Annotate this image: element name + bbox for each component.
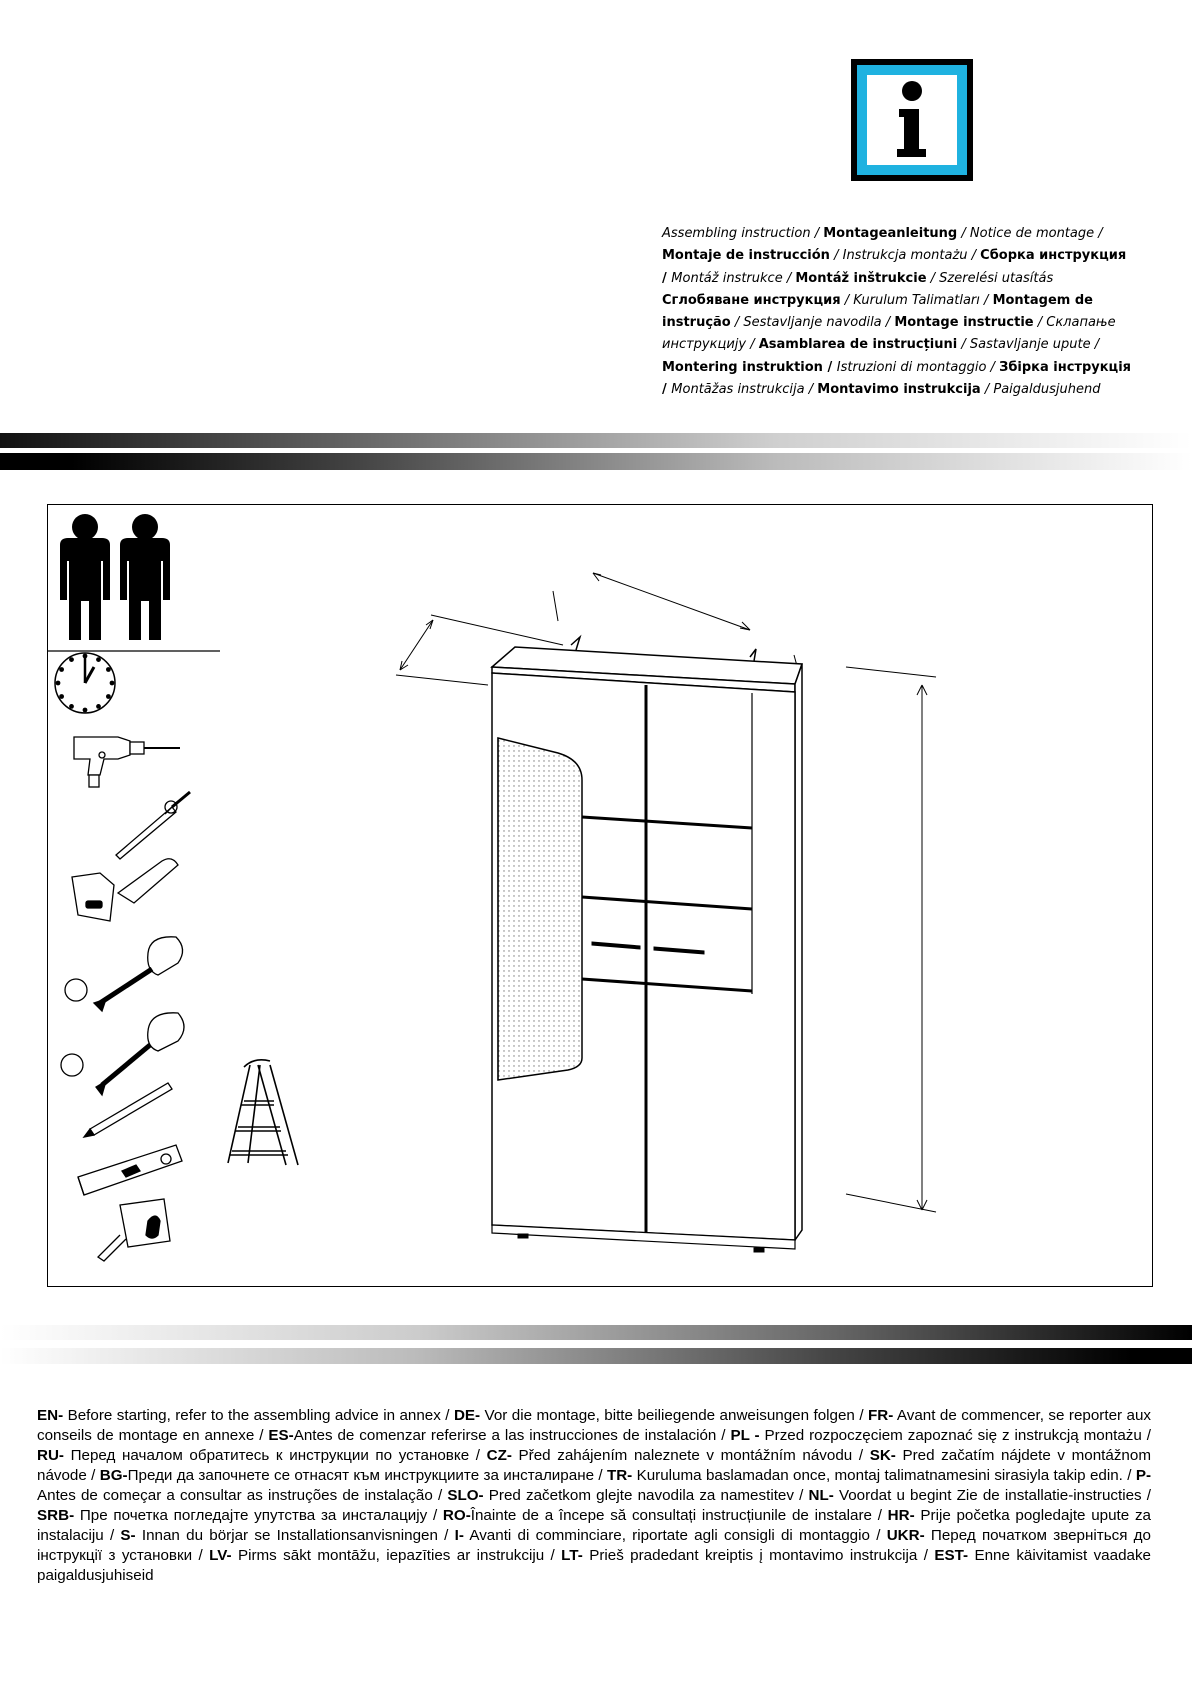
title-segment: Instrukcja montażu: [842, 248, 968, 264]
language-note-text: Pred začetkom glejte navodila za namestitev /: [483, 1487, 809, 1504]
title-segment: Assembling instruction: [662, 226, 811, 241]
title-block: [662, 223, 1132, 401]
title-segment: /: [881, 315, 895, 331]
title-segment: Montáž instrukce: [671, 270, 783, 286]
phillips-screwdriver-icon: [61, 1013, 184, 1095]
title-segment: /: [957, 337, 970, 353]
title-segment: /: [967, 248, 981, 264]
title-segment: Склапање инструкцију: [662, 315, 1116, 353]
assembly-illustration: [48, 505, 1154, 1288]
spirit-level-icon: [78, 1145, 182, 1195]
language-code: CZ-: [486, 1447, 512, 1464]
hammer-icon: [72, 859, 178, 921]
language-code: P-: [1135, 1467, 1151, 1484]
info-icon: [849, 57, 975, 183]
language-note-text: Před zahájením naleznete v montážním návodu /: [511, 1447, 870, 1464]
title-segment: /: [957, 226, 970, 241]
tape-measure-icon: [98, 1199, 170, 1261]
language-note-text: Przed rozpoczęciem zapoznać się z instrukcją montażu /: [759, 1427, 1151, 1444]
language-code: DE-: [453, 1407, 481, 1424]
stepladder-icon: [228, 1060, 298, 1165]
language-note-text: Prije početka pogledajte upute za instalaciju /: [37, 1507, 1151, 1544]
title-segment: /: [1090, 337, 1100, 353]
language-code: LT-: [561, 1547, 583, 1564]
language-code: HR-: [887, 1507, 915, 1524]
title-segment: /: [1094, 226, 1103, 241]
language-note-text: Преди да започнете се отнасят към инструкциите за инсталиране /: [127, 1467, 607, 1484]
title-segment: Montavimo instrukcija: [817, 382, 981, 398]
language-code: BG-: [99, 1467, 128, 1484]
language-note-text: Перед початком зверніться до інструкції з установки /: [37, 1527, 1151, 1564]
language-note-text: Vor die montage, bitte beiliegende anweisungen folgen /: [480, 1407, 868, 1424]
language-note-text: Antes de começar a consultar as instruções de instalação /: [37, 1487, 448, 1504]
drill-bit-icon: [116, 792, 190, 859]
title-segment: Istruzioni di montaggio: [836, 359, 987, 375]
title-segment: /: [979, 292, 993, 308]
title-segment: Montage instructie: [894, 315, 1034, 331]
language-note-text: Innan du börjar se Installationsanvisningen /: [135, 1527, 455, 1544]
title-segment: Сборка инструкция: [980, 248, 1127, 264]
language-note-text: Avanti di comminciare, riportate agli consigli di montaggio /: [463, 1527, 887, 1544]
title-segment: Sastavljanje upute: [969, 337, 1091, 353]
title-segment: Montāžas instrukcija: [671, 382, 805, 398]
title-segment: /: [662, 270, 672, 286]
title-segment: /: [822, 359, 837, 375]
language-note-text: Kuruluma baslamadan once, montaj talimatnamesini sirasiyla takip edin. /: [632, 1467, 1136, 1484]
language-note-text: Перед началом обратитесь к инструкции по установке /: [64, 1447, 487, 1464]
language-code: UKR-: [886, 1527, 925, 1544]
title-segment: Montering instruktion: [662, 359, 823, 375]
language-note-text: Prieš pradedant kreiptis į montavimo instrukcija /: [582, 1547, 935, 1564]
language-code: ES-: [268, 1427, 294, 1444]
decorative-band-bottom-2: [0, 1348, 1192, 1364]
two-persons-icon: [60, 514, 170, 640]
title-segment: /: [810, 226, 824, 241]
language-code: I-: [454, 1527, 464, 1544]
title-segment: Збірка інструкція: [999, 359, 1131, 375]
language-code: SRB-: [37, 1507, 75, 1524]
language-note-text: Înainte de a începe să consultați instrucțiunile de instalare /: [470, 1507, 888, 1524]
title-segment: Montaje de instrucción: [662, 248, 830, 264]
language-note-text: Before starting, refer to the assembling advice in annex /: [63, 1407, 454, 1424]
title-segment: Sestavljanje navodila: [743, 315, 882, 331]
language-note-text: Пре почетка погледајте упутства за инсталацију /: [74, 1507, 443, 1524]
title-segment: Kurulum Talimatları: [853, 292, 980, 308]
title-segment: Montagem de instrução: [662, 292, 1093, 331]
title-segment: /: [980, 382, 994, 398]
title-segment: Paigaldusjuhend: [993, 382, 1101, 398]
language-code: EST-: [934, 1547, 969, 1564]
language-code: RO-: [442, 1507, 471, 1524]
language-code: PL -: [730, 1427, 760, 1444]
language-code: EN-: [37, 1407, 64, 1424]
decorative-band-top-2: [0, 453, 1192, 470]
drill-icon: [74, 737, 180, 787]
title-segment: /: [829, 248, 843, 264]
language-code: LV-: [209, 1547, 232, 1564]
language-code: TR-: [606, 1467, 633, 1484]
language-note-text: Antes de comenzar referirse a las instrucciones de instalación /: [293, 1427, 731, 1444]
decorative-band-bottom-1: [0, 1325, 1192, 1340]
title-segment: /: [1033, 315, 1047, 331]
language-code: SLO-: [447, 1487, 484, 1504]
decorative-band-top-1: [0, 433, 1192, 448]
cabinet-drawing: [396, 573, 936, 1252]
title-segment: Montageanleitung: [823, 226, 958, 241]
title-segment: Notice de montage: [969, 226, 1095, 241]
language-note-text: Voordat u begint Zie de installatie-instructies /: [833, 1487, 1151, 1504]
language-note-text: Pirms sākt montāžu, iepazīties ar instrukciju /: [231, 1547, 562, 1564]
title-segment: /: [804, 382, 818, 398]
title-segment: Сглобяване инструкция: [662, 292, 841, 308]
title-segment: /: [782, 270, 796, 286]
title-segment: Montáž inštrukcie: [795, 270, 927, 286]
multilingual-instructions: [37, 1406, 1151, 1586]
language-code: FR-: [868, 1407, 894, 1424]
flat-screwdriver-icon: [65, 937, 183, 1011]
title-segment: /: [840, 292, 854, 308]
language-note-text: Enne käivitamist vaadake paigaldusjuhiseid: [37, 1547, 1152, 1584]
language-note-text: Pred začatím nájdete v montážnom návode /: [37, 1447, 1151, 1484]
language-code: RU-: [37, 1447, 64, 1464]
title-segment: /: [986, 359, 1000, 375]
title-segment: /: [662, 382, 672, 398]
title-segment: /: [746, 337, 759, 353]
language-code: NL-: [808, 1487, 834, 1504]
language-note-text: Avant de commencer, se reporter aux conseils de montage en annexe /: [37, 1407, 1152, 1444]
title-segment: /: [926, 270, 940, 286]
pencil-icon: [84, 1083, 172, 1137]
title-segment: /: [730, 315, 744, 331]
clock-icon: [55, 653, 115, 713]
title-segment: Szerelési utasítás: [939, 270, 1054, 286]
illustration-frame: [47, 504, 1153, 1287]
language-code: SK-: [869, 1447, 896, 1464]
language-code: S-: [120, 1527, 136, 1544]
title-segment: Asamblarea de instrucțiuni: [758, 337, 958, 353]
